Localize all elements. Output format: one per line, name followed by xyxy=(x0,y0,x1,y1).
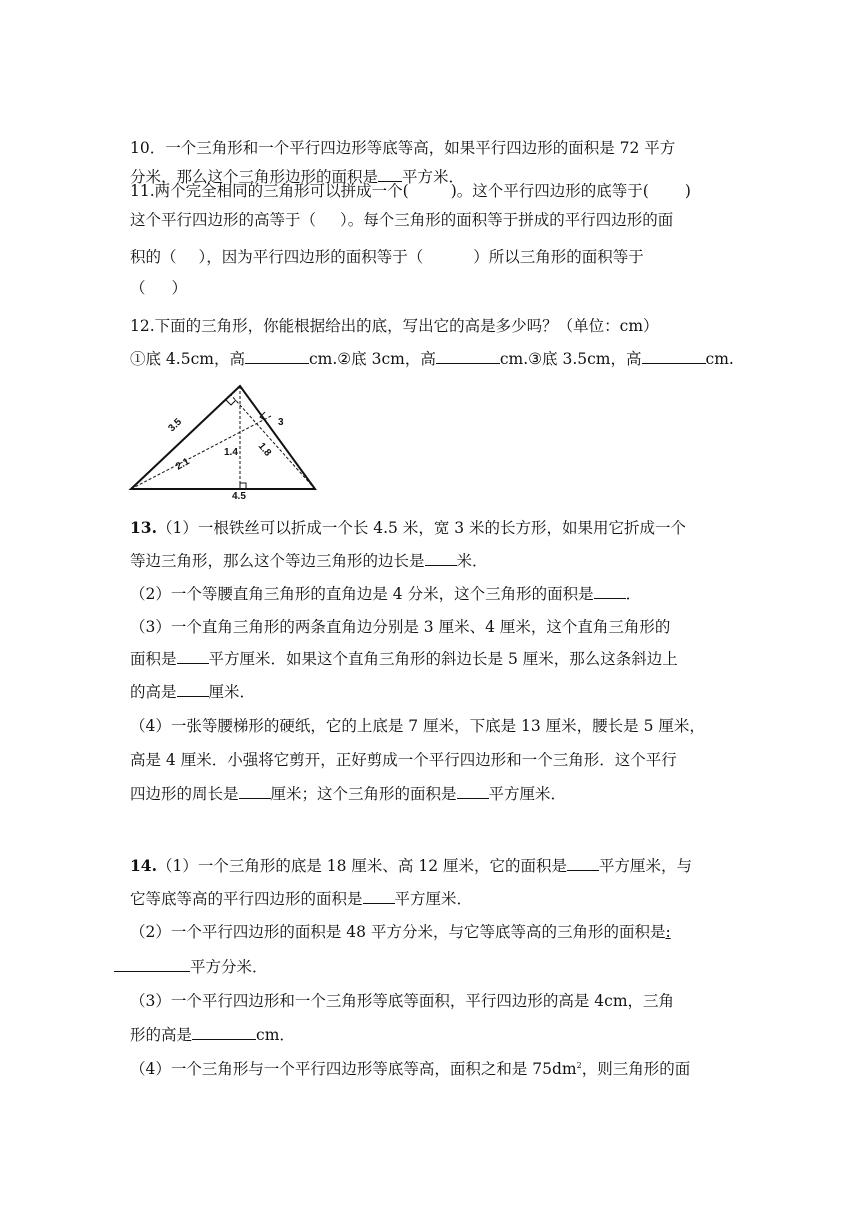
q10-line2: 分米，那么这个三角形边形的面积是 平方米． xyxy=(130,168,465,186)
q13-part4-line1: （4）一张等腰梯形的硬纸，它的上底是 7 厘米，下底是 13 厘米，腰长是 5 厘米， xyxy=(130,717,705,735)
altitude-left-dashed-line xyxy=(131,416,271,489)
q13-part4-line2: 高是 4 厘米．小强将它剪开，正好剪成一个平行四边形和一个三角形．这个平行 xyxy=(130,751,677,769)
label-inner-left: 2.1 xyxy=(174,456,192,473)
label-right-side: 3 xyxy=(278,417,284,428)
q13-part2: （2）一个等腰直角三角形的直角边是 4 分米，这个三角形的面积是 ． xyxy=(130,585,642,603)
q11-line4: （ ） xyxy=(130,279,188,297)
right-angle-mark-left xyxy=(226,400,236,405)
q14-blank-1[interactable] xyxy=(567,856,599,871)
altitude-right-dashed-line xyxy=(231,395,315,489)
triangle-figure xyxy=(128,380,320,500)
q14-part4-line1: （4）一个三角形与一个平行四边形等底等高，面积之和是 $75dm^2$，则三角形的面 xyxy=(130,1060,691,1078)
triangle-outline xyxy=(131,386,315,489)
q14-part2-line1: （2）一个平行四边形的面积是 48 平方分米，与它等底等高的三角形的面积是: xyxy=(130,923,671,941)
q14-blank-4[interactable] xyxy=(192,1025,256,1040)
q10-blank[interactable] xyxy=(378,167,402,182)
q13-part3-line3: 的高是 厘米． xyxy=(130,683,256,701)
q13-part3-line2: 面积是 平方厘米．如果这个直角三角形的斜边长是 5 厘米，那么这条斜边上 xyxy=(130,650,678,668)
q13-blank-4[interactable] xyxy=(177,682,209,697)
q13-blank-3[interactable] xyxy=(177,649,209,664)
q12-blank-1[interactable] xyxy=(245,349,309,364)
q10-line1: 10．一个三角形和一个平行四边形等底等高，如果平行四边形的面积是 72 平方 xyxy=(130,139,676,157)
q12-line1: 12.下面的三角形，你能根据给出的底，写出它的高是多少吗？（单位：cm） xyxy=(130,317,659,335)
q13-part4-line3: 四边形的周长是 厘米；这个三角形的面积是 平方厘米． xyxy=(130,785,567,803)
q13-line2: 等边三角形，那么这个等边三角形的边长是 米． xyxy=(130,552,488,570)
q11-line3: 积的（ ），因为平行四边形的面积等于（ ）所以三角形的面积等于 xyxy=(130,248,644,266)
q14-part3-line1: （3）一个平行四边形和一个三角形等底等面积，平行四边形的高是 4cm，三角 xyxy=(130,992,675,1010)
q13-part3-line1: （3）一个直角三角形的两条直角边分别是 3 厘米、4 厘米，这个直角三角形的 xyxy=(130,618,671,636)
q11-line2: 这个平行四边形的高等于（ ）。每个三角形的面积等于拼成的平行四边形的面 xyxy=(130,211,674,229)
q12-blank-2[interactable] xyxy=(436,349,500,364)
q14-blank-3[interactable] xyxy=(114,957,190,972)
label-left-side: 3.5 xyxy=(166,416,185,435)
q13-blank-1[interactable] xyxy=(425,551,457,566)
label-base: 4.5 xyxy=(232,491,246,500)
q14-blank-2[interactable] xyxy=(363,889,395,904)
label-height: 1.4 xyxy=(224,447,238,458)
q14-part2-line2: 平方分米． xyxy=(114,957,268,977)
q13-blank-2[interactable] xyxy=(594,584,626,599)
q11-line1-text: 11.两个完全相同的三角形可以拼成一个( )。这个平行四边形的底等于( ) xyxy=(130,182,691,200)
q12-blank-3[interactable] xyxy=(642,349,706,364)
q13-blank-5[interactable] xyxy=(239,784,271,799)
q13-blank-6[interactable] xyxy=(457,784,489,799)
label-inner-right: 1.8 xyxy=(255,440,274,459)
q14-part3-line2: 形的高是 cm． xyxy=(130,1026,295,1044)
q14-line2: 它等底等高的平行四边形的面积是 平方厘米． xyxy=(130,890,473,908)
q13-line1: 13.（1）一根铁丝可以折成一个长 4.5 米，宽 3 米的长方形，如果用它折成一个 xyxy=(130,518,687,537)
q14-line1: 14.（1）一个三角形的底是 18 厘米、高 12 厘米，它的面积是 平方厘米，与 xyxy=(130,856,693,875)
q12-line2: ①底 4.5cm，高 cm.②底 3cm，高 cm.③底 3.5cm，高 cm. xyxy=(130,350,734,368)
